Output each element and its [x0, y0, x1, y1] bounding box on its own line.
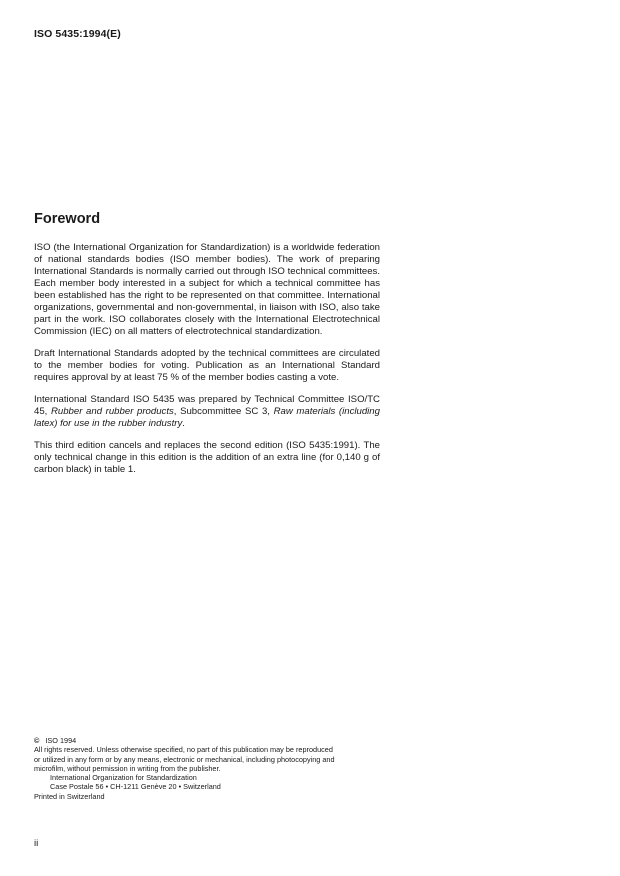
committee-text-2: , Subcommittee SC 3,: [173, 406, 274, 417]
printed-in: Printed in Switzerland: [34, 791, 105, 801]
subcommittee-title-italic: Raw materials (including latex) for use in the rubber industry: [34, 406, 380, 429]
paragraph-committee: [34, 394, 380, 430]
rights-line-1: All rights reserved. Unless otherwise specified, no part of this publication may be reproduced: [34, 745, 333, 755]
page-number: ii: [34, 838, 39, 849]
committee-title-italic: Rubber and rubber products: [50, 406, 174, 417]
committee-text-3: .: [182, 418, 185, 429]
document-id: ISO 5435:1994(E): [34, 28, 121, 40]
paragraph-edition: This third edition cancels and replaces the second edition (ISO 5435:1991). The only technical change in this edition is the addition of an extra line (for 0,140 g of carbon black) in table 1.: [34, 440, 380, 475]
org-address: Case Postale 56 • CH-1211 Genève 20 • Switzerland: [50, 782, 221, 792]
foreword-body: [34, 242, 380, 486]
copyright-block: [34, 736, 384, 801]
rights-line-2: or utilized in any form or by any means, electronic or mechanical, including photocopying and: [34, 754, 335, 764]
copyright-year: ISO 1994: [45, 736, 77, 745]
copyright-symbol: ©: [34, 736, 40, 745]
rights-line-3: microfilm, without permission in writing from the publisher.: [34, 763, 221, 773]
committee-text-1: International Standard ISO 5435 was prepared by Technical Committee ISO/TC 45,: [34, 394, 380, 417]
org-name: International Organization for Standardization: [50, 773, 197, 783]
paragraph-draft-standards: Draft International Standards adopted by the technical committees are circulated to the member bodies for voting. Publication as an International Standard requires approval by at least 75 % of the member bodies casting a vote.: [34, 348, 380, 383]
paragraph-iso-overview: ISO (the International Organization for Standardization) is a worldwide federation of national standards bodies (ISO member bodies). The work of preparing International Standards is normally carried out through ISO technical committees. Each member body interested in a subject for which a technical committee has been established has the right to be represented on that committee. International organizations, governmental and non-governmental, in liaison with ISO, also take part in the work. ISO collaborates closely with the International Electrotechnical Commission (IEC) on all matters of electrotechnical standardization.: [34, 242, 380, 337]
copyright-notice: [34, 736, 384, 745]
section-heading: Foreword: [34, 211, 101, 227]
